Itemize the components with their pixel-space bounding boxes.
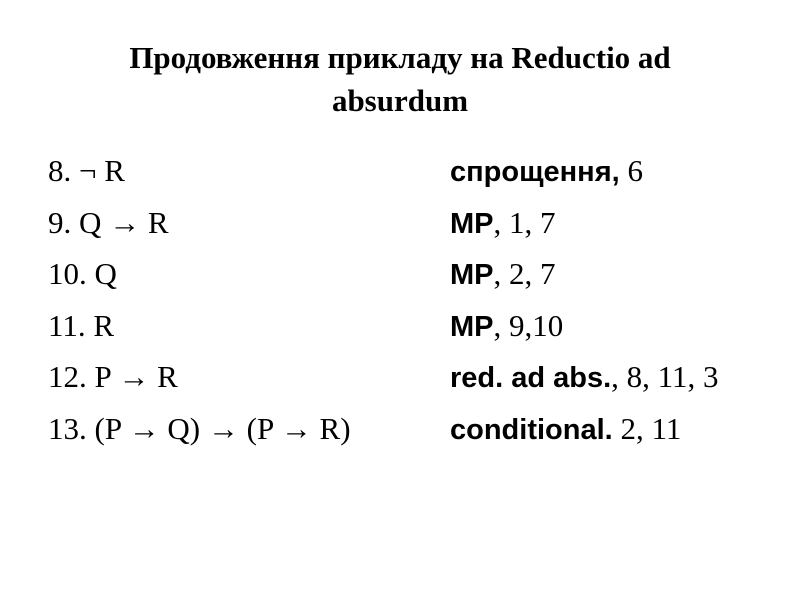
step-rule: red. ad abs. [450, 362, 612, 394]
step-rule: conditional. [450, 413, 613, 446]
step-refs: , 1, 7 [493, 204, 556, 240]
proof-steps [48, 145, 788, 454]
step-formula: 11. R [48, 307, 115, 343]
step-formula: 8. ¬ R [48, 153, 125, 188]
proof-step [48, 197, 788, 249]
step-formula: 13. (P → Q) → (P → R) [48, 410, 351, 446]
step-refs: , 8, 11, 3 [611, 359, 719, 394]
proof-step [48, 403, 788, 455]
step-formula: 12. P → R [48, 359, 178, 394]
step-justification [450, 300, 563, 354]
step-justification [450, 145, 643, 199]
proof-step [48, 248, 788, 300]
proof-step [48, 145, 788, 197]
step-justification [450, 248, 556, 302]
proof-step [48, 300, 788, 352]
step-rule: спрощення, [450, 156, 620, 188]
step-rule: MP [450, 207, 494, 240]
step-refs: , 2, 7 [493, 256, 556, 291]
step-justification [450, 197, 556, 251]
step-refs: 6 [619, 153, 643, 188]
step-refs: 2, 11 [612, 410, 682, 446]
step-justification [450, 403, 681, 457]
step-justification [450, 351, 719, 405]
step-refs: , 9,10 [493, 307, 564, 343]
slide-title: Продовження прикладу на Reductio ad absurdum [129, 40, 671, 118]
proof-step [48, 351, 788, 403]
step-rule: MP [450, 259, 494, 291]
step-formula: 9. Q → R [48, 204, 169, 240]
step-rule: MP [450, 310, 494, 343]
step-formula: 10. Q [48, 256, 117, 291]
